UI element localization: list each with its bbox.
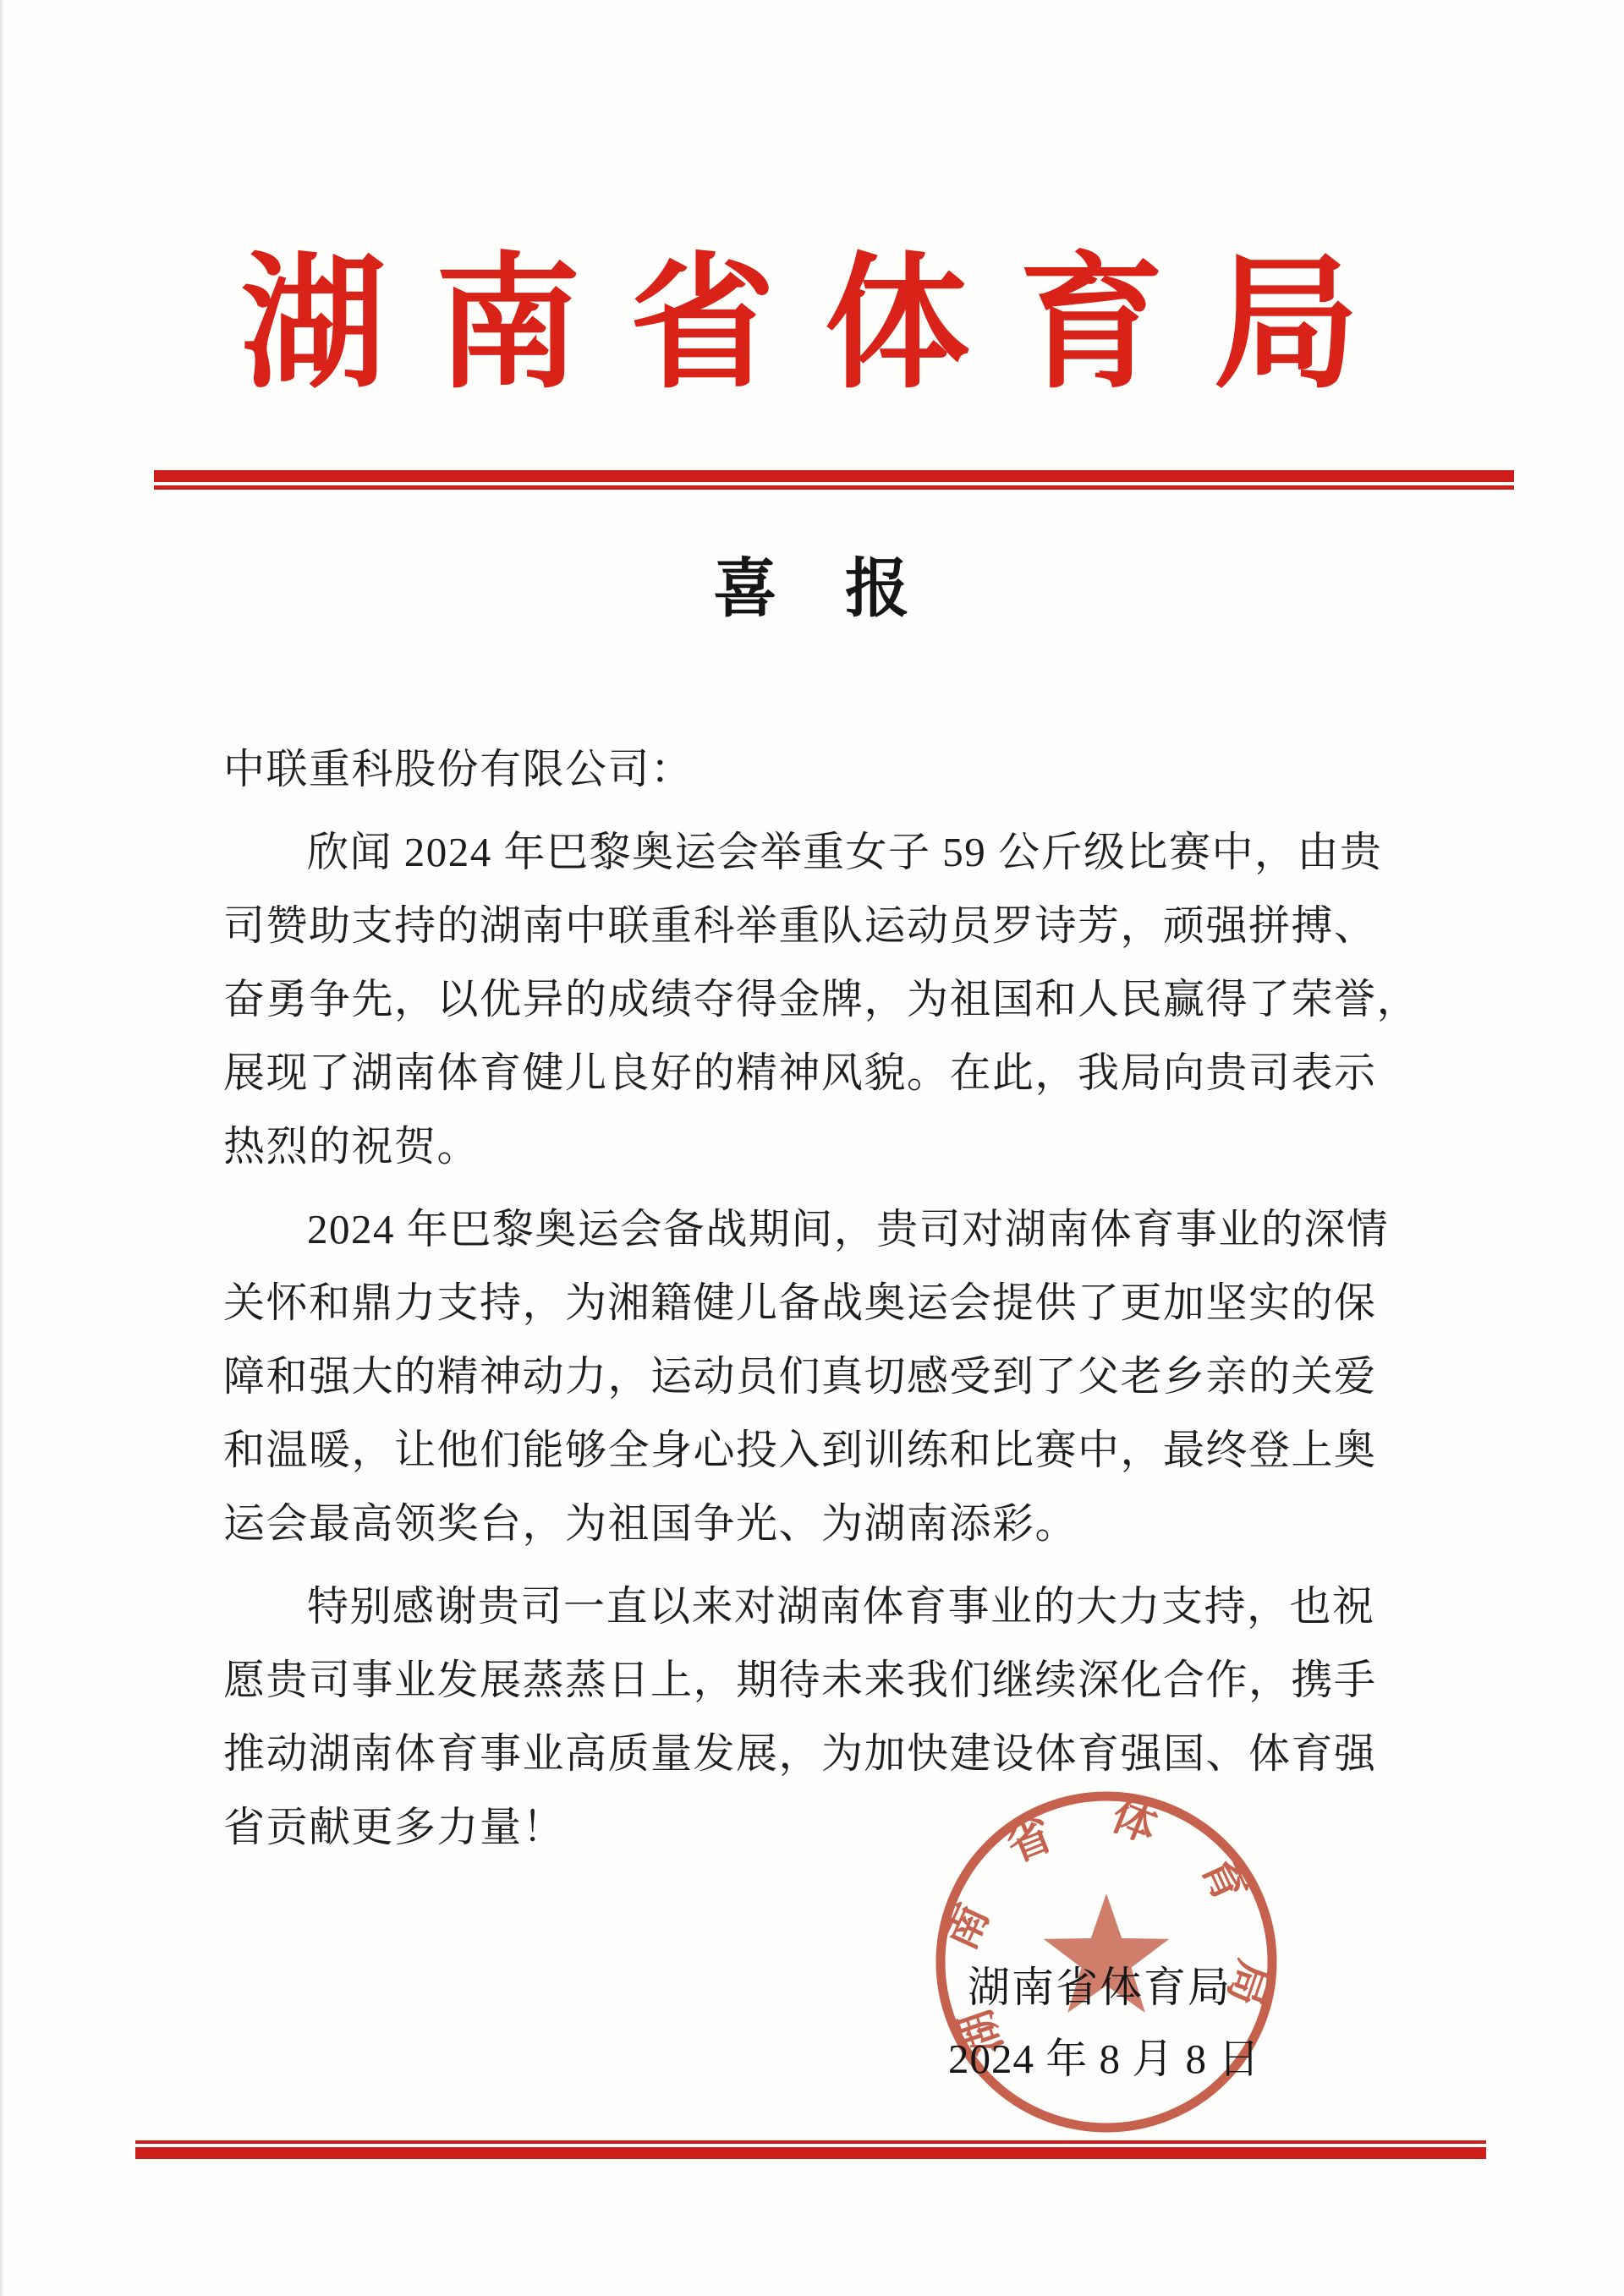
body-line: 特别感谢贵司一直以来对湖南体育事业的大力支持，也祝	[307, 1583, 1375, 1630]
body-line: 热烈的祝贺。	[223, 1123, 480, 1170]
body-line: 和温暖，让他们能够全身心投入到训练和比赛中，最终登上奥	[223, 1427, 1377, 1473]
seal-arc-text: 湖南省体育局	[935, 1790, 1278, 2062]
body-line: 愿贵司事业发展蒸蒸日上，期待未来我们继续深化合作，携手	[223, 1657, 1377, 1703]
body-line: 奋勇争先，以优异的成绩夺得金牌，为祖国和人民赢得了荣誉，	[223, 976, 1420, 1022]
letterhead-title: 湖南省体育局	[240, 245, 1408, 406]
footer-separator-thick-line	[135, 2147, 1486, 2159]
notice-heading: 喜 报	[713, 554, 911, 625]
body-line: 2024 年巴黎奥运会备战期间，贵司对湖南体育事业的深情	[307, 1206, 1390, 1252]
body-line: 运会最高领奖台，为祖国争光、为湖南添彩。	[223, 1500, 1078, 1547]
letter-body	[223, 732, 1419, 1864]
body-line: 推动湖南体育事业高质量发展，为加快建设体育强国、体育强	[223, 1730, 1377, 1777]
body-line: 展现了湖南体育健儿良好的精神风貌。在此，我局向贵司表示	[223, 1049, 1377, 1096]
header-separator	[154, 470, 1514, 490]
header-separator-thin-line	[154, 485, 1514, 490]
body-line: 关怀和鼎力支持，为湘籍健儿备战奥运会提供了更加坚实的保	[223, 1280, 1377, 1326]
footer-separator	[135, 2140, 1486, 2159]
footer-separator-thin-line	[135, 2140, 1486, 2144]
body-line: 欣闻 2024 年巴黎奥运会举重女子 59 公斤级比赛中，由贵	[307, 829, 1383, 875]
body-line: 省贡献更多力量！	[223, 1804, 566, 1850]
date: 2024 年 8 月 8 日	[948, 2036, 1261, 2082]
body-line: 障和强大的精神动力，运动员们真切感受到了父老乡亲的关爱	[223, 1353, 1377, 1400]
body-line-salutation: 中联重科股份有限公司：	[223, 746, 694, 792]
signature: 湖南省体育局	[968, 1964, 1232, 2011]
header-separator-thick-line	[154, 470, 1514, 482]
body-line: 司赞助支持的湖南中联重科举重队运动员罗诗芳，顽强拼搏、	[223, 902, 1377, 949]
